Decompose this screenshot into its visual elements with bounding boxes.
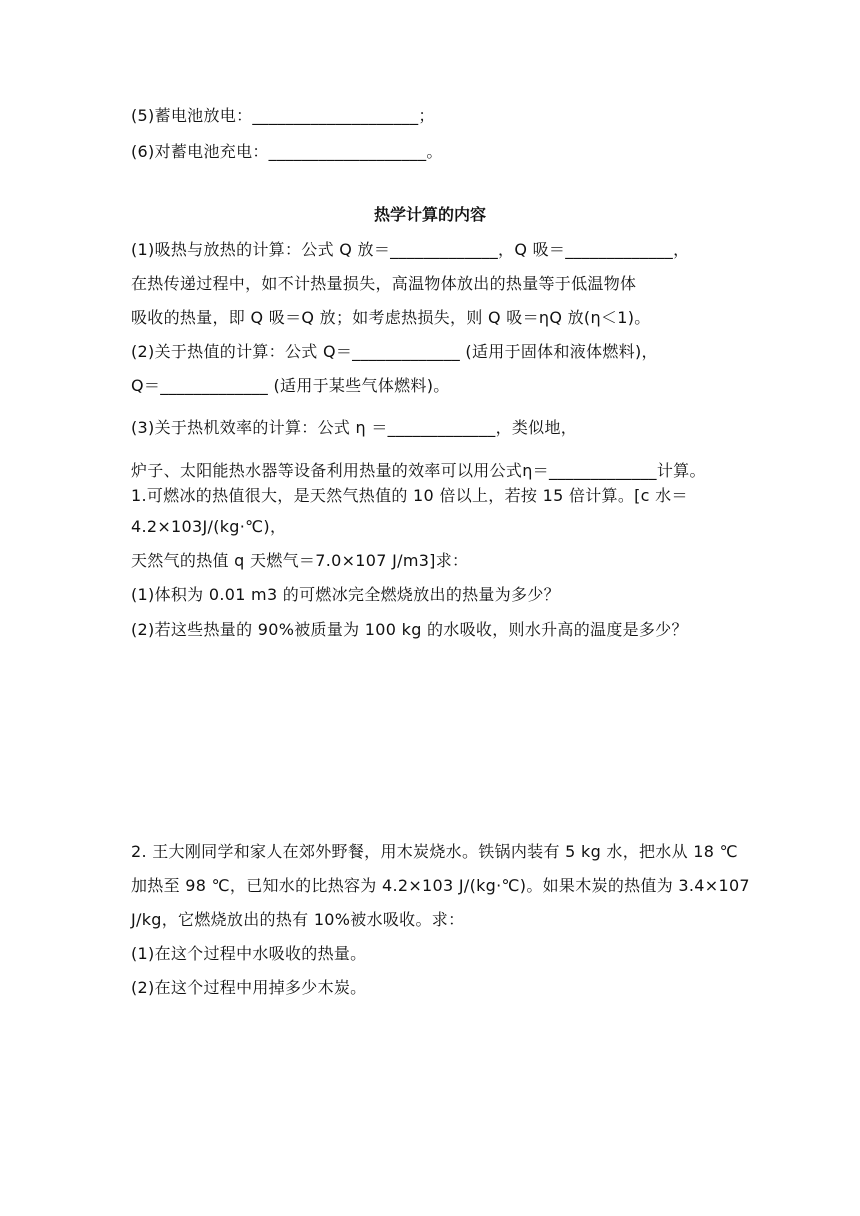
problem2-question-2: (2)在这个过程中用掉多少木炭。 [131,978,367,997]
content-line-6: (3)关于热机效率的计算：公式 η ＝_____________，类似地， [131,418,578,437]
problem2-line-3: J/kg，它燃烧放出的热有 10%被水吸收。求： [131,910,465,929]
line-battery-discharge: (5)蓄电池放电：____________________； [131,106,435,125]
content-line-2: 在热传递过程中，如不计热量损失，高温物体放出的热量等于低温物体 [131,274,637,293]
problem2-line-2: 加热至 98 ℃，已知水的比热容为 4.2×103 J/(kg·℃)。如果木炭的热值为 3.4×107 [131,876,750,895]
problem1-question-2: (2)若这些热量的 90%被质量为 100 kg 的水吸收，则水升高的温度是多少？ [131,620,688,639]
content-line-3: 吸收的热量，即 Q 吸＝Q 放；如考虑热损失，则 Q 吸＝ηQ 放(η＜1)。 [131,308,651,327]
content-line-4: (2)关于热值的计算：公式 Q＝_____________ (适用于固体和液体燃料)， [131,342,658,361]
problem1-line-2: 4.2×103J/(kg·℃)， [131,517,287,536]
content-line-1: (1)吸热与放热的计算：公式 Q 放＝_____________，Q 吸＝_____________， [131,240,690,259]
content-line-5: Q＝_____________ (适用于某些气体燃料)。 [131,376,450,395]
problem2-question-1: (1)在这个过程中水吸收的热量。 [131,944,367,963]
problem1-question-1: (1)体积为 0.01 m3 的可燃冰完全燃烧放出的热量为多少？ [131,585,560,604]
section-heading: 热学计算的内容 [373,205,486,224]
problem2-line-1: 2. 王大刚同学和家人在郊外野餐，用木炭烧水。铁锅内装有 5 kg 水，把水从 18 ℃ [131,842,738,861]
problem1-line-1: 1.可燃冰的热值很大，是天然气热值的 10 倍以上，若按 15 倍计算。[c 水＝ [131,486,688,505]
content-line-7: 炉子、太阳能热水器等设备利用热量的效率可以用公式η＝_____________计算。 [131,461,706,480]
line-battery-charge: (6)对蓄电池充电：___________________。 [131,142,443,161]
problem1-line-3: 天然气的热值 q 天燃气＝7.0×107 J/m3]求： [131,551,469,570]
